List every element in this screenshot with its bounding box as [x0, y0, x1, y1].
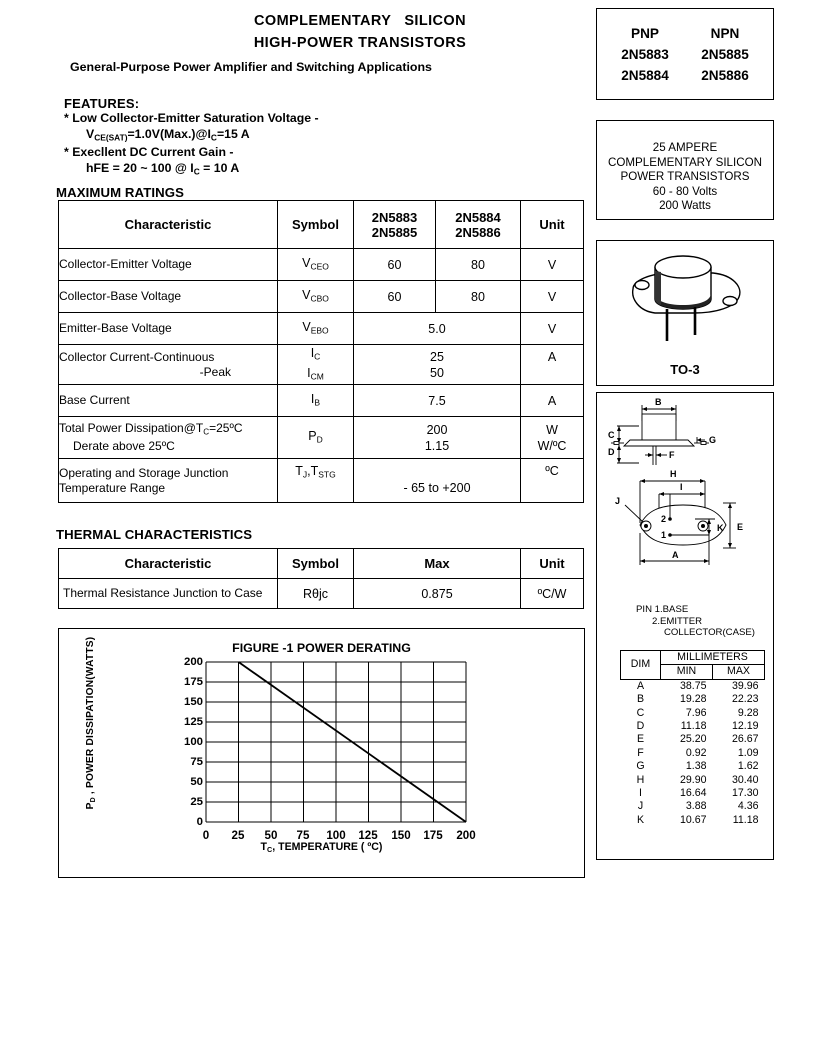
- to3-outline-dimensions-icon: [597, 393, 773, 623]
- row-characteristic-line1: [59, 421, 277, 439]
- power-derating-chart: [58, 628, 585, 878]
- package-image-box: [596, 240, 774, 386]
- vcesat-subscript: CE(SAT): [94, 131, 128, 142]
- package-label: TO-3: [670, 362, 700, 377]
- dim-letter: G: [636, 760, 645, 773]
- header-g2-line2: 2N5886: [455, 224, 501, 240]
- row-characteristic: [59, 345, 278, 385]
- row-symbol: [278, 249, 354, 281]
- table-row: [621, 707, 765, 720]
- dimensions-table: [620, 650, 765, 827]
- row-characteristic: [59, 459, 278, 503]
- row-value-merged: - 65 to +200: [354, 459, 521, 503]
- dim-header-millimeters: MILLIMETERS: [661, 651, 765, 665]
- dim-max: 4.36: [737, 800, 759, 813]
- dim-max: 22.23: [731, 693, 759, 706]
- dim-min: 19.28: [679, 693, 707, 706]
- row-value-merged: 5.0: [354, 313, 521, 345]
- max-ratings-section-title: MAXIMUM RATINGS: [56, 185, 184, 200]
- table-row: [59, 459, 584, 503]
- desc-line-4: 60 - 80 Volts: [652, 184, 718, 198]
- pin-legend-line-2: 2.EMITTER: [652, 615, 703, 627]
- pnp-label: PNP: [631, 26, 659, 41]
- row-symbol: [278, 345, 354, 385]
- table-row: [59, 385, 584, 417]
- vcesat-value: =1.0V(Max.)@I: [127, 126, 211, 141]
- chart-ytick-label: 150: [183, 696, 203, 708]
- row-value-line1: 25: [430, 349, 444, 364]
- thermal-section-title: THERMAL CHARACTERISTICS: [56, 527, 253, 542]
- dim-max: 17.30: [731, 787, 759, 800]
- row-symbol: Rθjc: [278, 579, 354, 609]
- dim-label-C: C: [608, 430, 615, 440]
- dim-label-G: G: [709, 435, 717, 445]
- ic-value: =15 A: [216, 126, 250, 141]
- ic-subscript: C: [210, 131, 217, 142]
- dim-max: 12.19: [731, 720, 759, 733]
- subtitle: General-Purpose Power Amplifier and Switching Applications: [70, 60, 432, 74]
- table-row: [621, 747, 765, 760]
- row-characteristic-line1: Collector Current-Continuous: [59, 349, 215, 364]
- chart-plot-area: [59, 629, 584, 877]
- chart-title: FIGURE -1 POWER DERATING: [232, 641, 411, 655]
- row-symbol: [278, 417, 354, 459]
- row-unit: V: [521, 313, 584, 345]
- row-unit-line1: W: [546, 422, 558, 437]
- table-row: [621, 814, 765, 827]
- header-group-2n5883-2n5885: [354, 201, 436, 249]
- chart-xtick-label: 175: [423, 829, 443, 842]
- dim-table-body: [621, 679, 765, 827]
- symbol-base: V: [302, 287, 311, 302]
- part-number-box: [596, 8, 774, 100]
- pd-text-post: =25ºC: [209, 420, 243, 435]
- row-value-line2: 1.15: [424, 438, 450, 453]
- dim-min: 0.92: [685, 746, 707, 759]
- dim-letter: B: [636, 693, 645, 706]
- xlabel-pre: T: [260, 841, 268, 853]
- dim-letter: C: [636, 706, 645, 719]
- row-unit: A: [521, 385, 584, 417]
- part-number-row-1: [597, 44, 773, 65]
- chart-gridlines: [206, 662, 466, 822]
- dim-letter: K: [636, 813, 645, 826]
- part-number-2n5886: 2N5886: [701, 68, 749, 83]
- dim-label-I: I: [680, 482, 683, 492]
- ylabel-post: , POWER DISSIPATION(WATTS): [85, 636, 97, 798]
- symbol2-sub: CM: [310, 370, 324, 381]
- table-row: [59, 345, 584, 385]
- chart-xtick-label: 100: [326, 829, 346, 842]
- row-symbol: [278, 313, 354, 345]
- table-row: [621, 733, 765, 746]
- row-characteristic: Thermal Resistance Junction to Case: [59, 579, 278, 609]
- table-row: [59, 417, 584, 459]
- chart-xtick-label: 200: [456, 829, 476, 842]
- row-characteristic: Base Current: [59, 385, 278, 417]
- header-unit: Unit: [521, 549, 584, 579]
- table-row: [59, 281, 584, 313]
- symbol-sub: C: [314, 351, 321, 362]
- dim-label-A: A: [672, 550, 679, 560]
- pin-legend: [636, 604, 755, 639]
- chart-xtick-label: 0: [202, 829, 210, 842]
- header-g1-line2: 2N5885: [371, 224, 418, 240]
- dim-header-dim: DIM: [621, 651, 661, 680]
- header-max: Max: [354, 549, 521, 579]
- symbol-line1: [278, 345, 353, 364]
- header-symbol: Symbol: [278, 201, 354, 249]
- dim-label-D: D: [608, 447, 615, 457]
- xlabel-sub: C: [267, 845, 273, 855]
- header-symbol: Symbol: [278, 549, 354, 579]
- chart-ytick-label: 200: [183, 656, 203, 668]
- row-value-group1: 60: [354, 249, 436, 281]
- pin-label-2: 2: [661, 514, 667, 524]
- dim-letter: H: [636, 773, 645, 786]
- row-symbol: [278, 281, 354, 313]
- dim-min: 38.75: [679, 679, 707, 692]
- hfe-text: hFE = 20 ~ 100 @ I: [86, 160, 194, 175]
- row-unit: ºC: [521, 459, 584, 503]
- row-symbol: [278, 385, 354, 417]
- dim-label-K: K: [717, 523, 724, 533]
- part-number-2n5883: 2N5883: [621, 47, 669, 62]
- pd-text-pre: Total Power Dissipation@T: [59, 420, 204, 435]
- dim-max: 11.18: [732, 813, 759, 826]
- dim-letter: E: [636, 733, 645, 746]
- desc-line-1: 25 AMPERE: [652, 141, 718, 154]
- chart-xtick-label: 125: [358, 829, 378, 842]
- dim-max: 1.62: [737, 760, 759, 773]
- row-unit: ºC/W: [521, 579, 584, 609]
- row-unit: V: [521, 249, 584, 281]
- dim-letter: F: [637, 746, 644, 759]
- dim-min: 25.20: [679, 733, 707, 746]
- table-header-row: [59, 549, 584, 579]
- table-row: [59, 249, 584, 281]
- dim-header-row-1: [621, 651, 765, 665]
- symbol-base: V: [302, 319, 311, 334]
- row-characteristic-line1: Operating and Storage Junction: [59, 465, 229, 480]
- table-row: [621, 679, 765, 693]
- part-number-2n5884: 2N5884: [621, 68, 669, 83]
- symbol-sub: EBO: [310, 325, 329, 336]
- features-block: [64, 96, 394, 180]
- desc-line-5: 200 Watts: [659, 199, 711, 213]
- feature-item-2: * Execllent DC Current Gain -: [64, 145, 234, 160]
- hfe-ic-value: = 10 A: [199, 160, 240, 175]
- row-value-group1: 60: [354, 281, 436, 313]
- feature-item-1-detail: [64, 127, 394, 146]
- title-line-1: COMPLEMENTARY SILICON: [254, 13, 466, 29]
- row-characteristic: [59, 417, 278, 459]
- symbol-base: P: [308, 428, 317, 443]
- chart-ytick-label: 125: [183, 716, 203, 728]
- row-characteristic: Emitter-Base Voltage: [59, 313, 278, 345]
- symbol-base: I: [310, 346, 315, 361]
- title-line-2: HIGH-POWER TRANSISTORS: [253, 35, 467, 51]
- row-characteristic: Collector-Base Voltage: [59, 281, 278, 313]
- chart-xtick-label: 150: [391, 829, 411, 842]
- part-number-row-2: [597, 65, 773, 86]
- dim-min: 16.64: [679, 787, 707, 800]
- symbol-sub: CEO: [310, 261, 329, 272]
- chart-xtick-label: 25: [231, 829, 245, 842]
- chart-ytick-label: 175: [183, 676, 203, 688]
- xlabel-post: , TEMPERATURE ( ºC): [272, 841, 383, 853]
- dim-max: 26.67: [731, 733, 759, 746]
- dim-header-min: MIN: [661, 665, 713, 679]
- row-characteristic: Collector-Emitter Voltage: [59, 249, 278, 281]
- dimensions-table-wrap: [620, 650, 765, 827]
- max-ratings-table: [58, 200, 584, 503]
- dim-label-J: J: [615, 496, 621, 506]
- header-g2-line1: 2N5884: [455, 209, 501, 225]
- chart-xtick-label: 75: [296, 829, 310, 842]
- header-characteristic: Characteristic: [59, 201, 278, 249]
- dim-letter: J: [637, 800, 644, 813]
- dim-max: 39.96: [731, 679, 759, 692]
- symbol-base: V: [302, 255, 311, 270]
- row-unit: V: [521, 281, 584, 313]
- vcesat-symbol: V: [86, 126, 95, 141]
- symbol-sub: J: [302, 469, 308, 480]
- dim-label-H: H: [670, 469, 677, 479]
- symbol-line2: [278, 365, 353, 384]
- row-unit: [521, 417, 584, 459]
- hfe-ic-subscript: C: [193, 166, 200, 177]
- table-row: [59, 313, 584, 345]
- row-characteristic-line2: Derate above 25ºC: [73, 439, 175, 454]
- ylabel-pre: P: [85, 802, 97, 810]
- thermal-characteristics-table: [58, 548, 584, 609]
- feature-item-2-detail: [64, 161, 394, 180]
- desc-line-3: POWER TRANSISTORS: [620, 170, 750, 184]
- table-header-row: [59, 201, 584, 249]
- dim-header-max: MAX: [713, 665, 765, 679]
- dim-max: 30.40: [731, 773, 759, 786]
- desc-line-2: COMPLEMENTARY SILICON: [608, 155, 762, 169]
- header-characteristic: Characteristic: [59, 549, 278, 579]
- table-row: [621, 760, 765, 773]
- features-heading: FEATURES:: [64, 96, 140, 111]
- symbol2-sub: STG: [318, 469, 336, 480]
- dim-min: 7.96: [685, 706, 707, 719]
- symbol-base: T: [295, 464, 303, 478]
- dim-min: 11.18: [680, 720, 707, 733]
- row-symbol: [278, 459, 354, 503]
- symbol-sub: D: [316, 434, 323, 445]
- table-row: [621, 800, 765, 813]
- dim-min: 3.88: [685, 800, 707, 813]
- pin-legend-line-1: PIN 1.BASE: [636, 604, 689, 615]
- dim-max: 9.28: [737, 706, 759, 719]
- header-group-2n5884-2n5886: [436, 201, 521, 249]
- row-unit: A: [521, 345, 584, 385]
- table-row: [59, 579, 584, 609]
- chart-ytick-label: 25: [190, 796, 203, 808]
- part-type-row: [597, 23, 773, 44]
- symbol2-base: T: [310, 464, 319, 478]
- table-row: [621, 720, 765, 733]
- pin-label-1: 1: [661, 530, 667, 540]
- table-row: [621, 787, 765, 800]
- dim-label-B: B: [655, 397, 662, 407]
- table-row: [621, 774, 765, 787]
- dim-min: 1.38: [685, 760, 707, 773]
- chart-ytick-label: 50: [190, 776, 203, 788]
- row-value-merged: 7.5: [354, 385, 521, 417]
- dim-label-E: E: [737, 522, 744, 532]
- to3-package-icon: [597, 241, 773, 351]
- chart-xtick-label: 50: [264, 829, 278, 842]
- row-value-group2: 80: [436, 249, 521, 281]
- symbol-base: I: [310, 391, 315, 406]
- symbol2-base: I: [307, 365, 311, 380]
- dim-letter: D: [636, 720, 645, 733]
- row-characteristic-line2: -Peak: [199, 364, 231, 379]
- dim-label-F: F: [669, 450, 675, 460]
- dim-letter: I: [639, 787, 642, 800]
- page-title: [150, 10, 570, 54]
- row-value-merged: [354, 417, 521, 459]
- row-characteristic-line2: Temperature Range: [59, 480, 166, 495]
- npn-label: NPN: [710, 26, 740, 41]
- header-g1-line1: 2N5883: [371, 209, 418, 225]
- pin-legend-line-3: COLLECTOR(CASE): [664, 627, 755, 639]
- chart-ytick-label: 0: [196, 816, 203, 828]
- chart-ytick-label: 100: [183, 736, 203, 748]
- row-value-merged: [354, 345, 521, 385]
- row-unit-line2: W/ºC: [537, 438, 567, 453]
- part-number-2n5885: 2N5885: [701, 47, 749, 62]
- symbol-separator: ,: [307, 464, 311, 478]
- dim-min: 29.90: [679, 773, 707, 786]
- row-value-line1: 200: [426, 422, 448, 437]
- symbol-sub: CBO: [310, 293, 329, 304]
- row-max: 0.875: [354, 579, 521, 609]
- feature-item-1: * Low Collector-Emitter Saturation Voltage -: [64, 111, 319, 125]
- chart-ytick-label: 75: [190, 756, 203, 768]
- dim-letter: A: [636, 679, 645, 692]
- row-value-group2: 80: [436, 281, 521, 313]
- header-unit: Unit: [521, 201, 584, 249]
- dim-max: 1.09: [737, 746, 759, 759]
- symbol-sub: B: [314, 397, 321, 408]
- ylabel-sub: D: [89, 797, 97, 803]
- description-box: [596, 120, 774, 220]
- row-value-line2: 50: [430, 365, 444, 380]
- pd-text-sub: C: [203, 427, 210, 437]
- dim-min: 10.67: [679, 813, 707, 826]
- table-row: [621, 693, 765, 706]
